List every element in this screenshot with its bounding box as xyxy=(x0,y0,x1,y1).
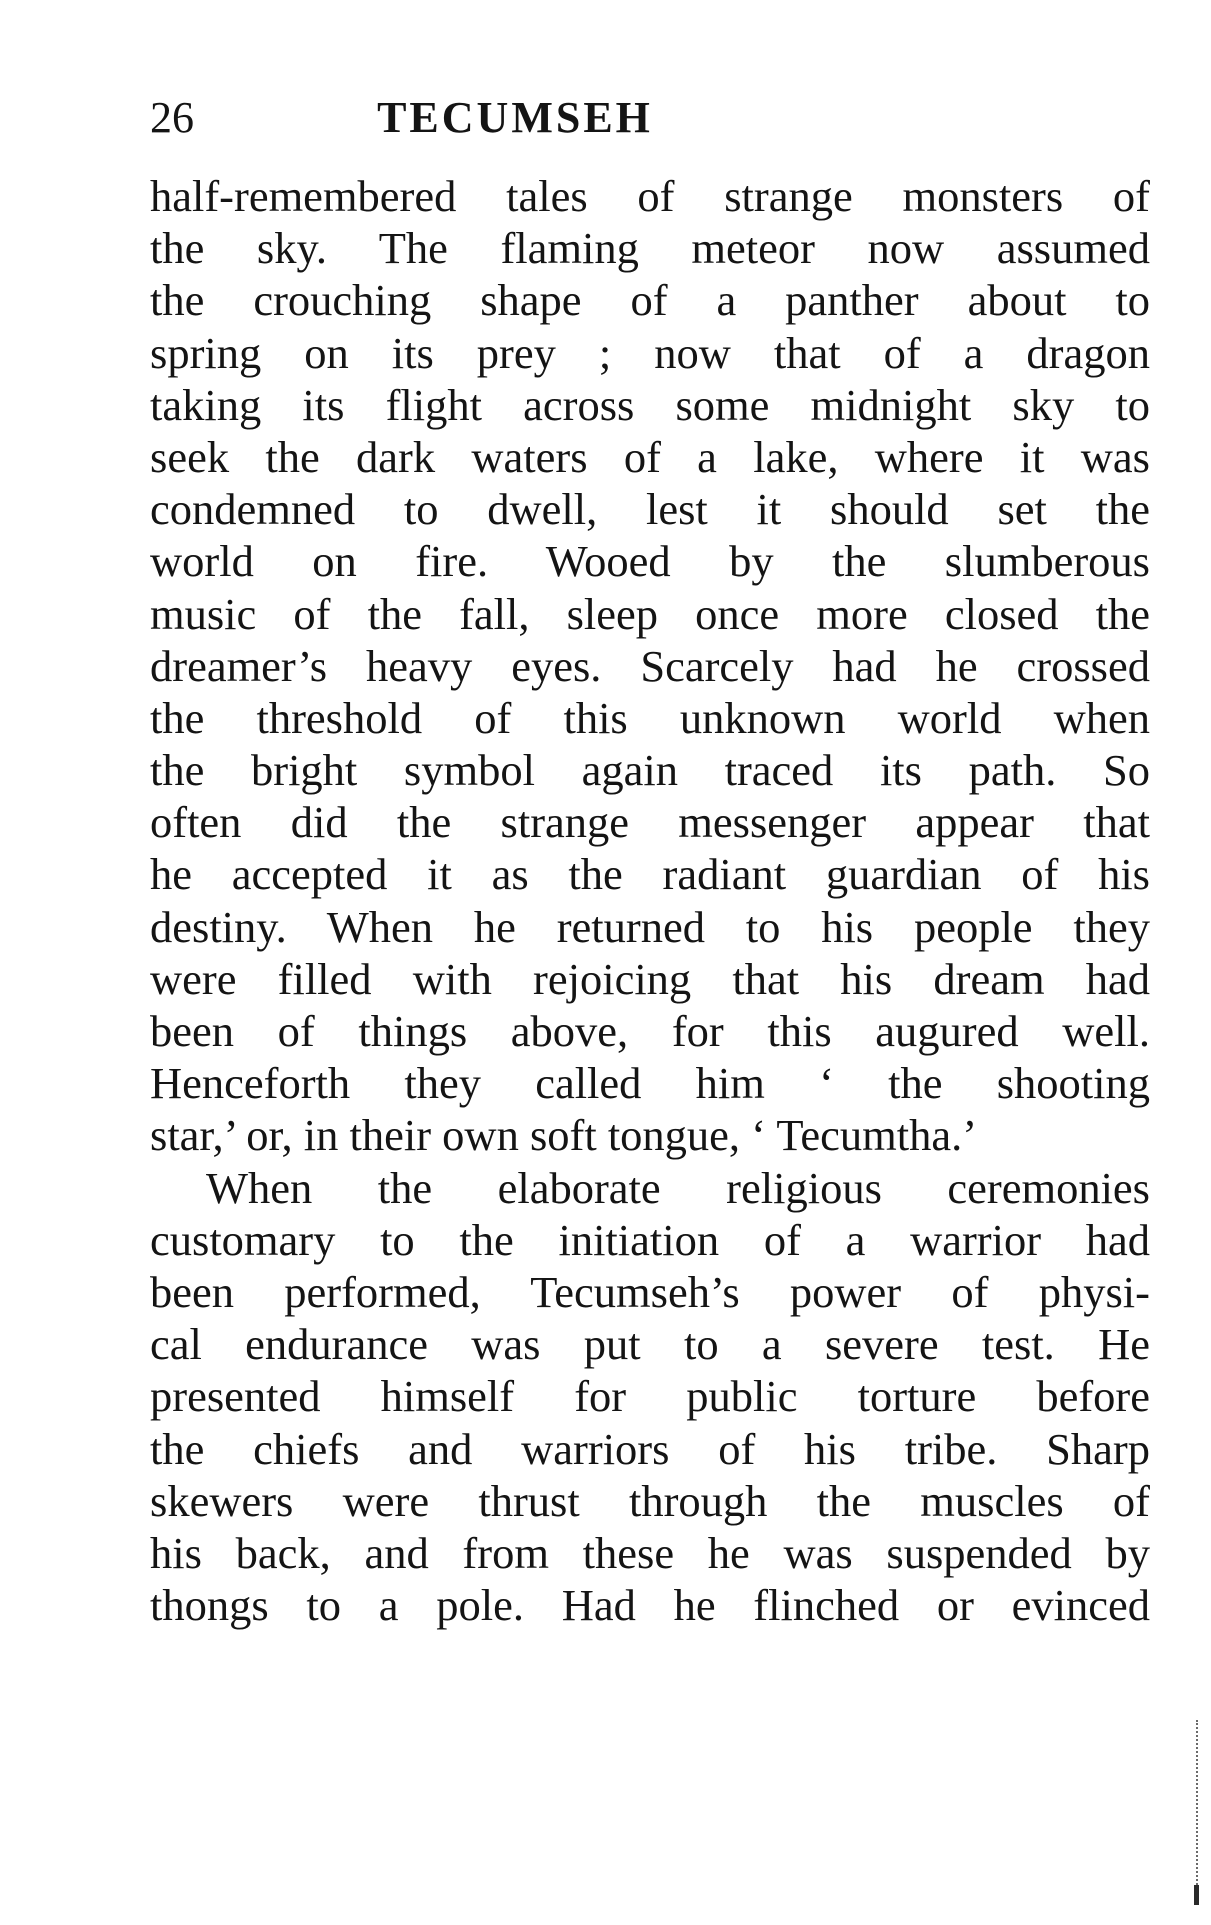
running-title: TECUMSEH xyxy=(377,93,653,142)
text-line: often did the strange messenger appear that xyxy=(150,797,1150,848)
text-line: his back, and from these he was suspended by xyxy=(150,1527,1150,1578)
text-line: music of the fall, sleep once more closed the xyxy=(150,588,1150,639)
text-line: half-remembered tales of strange monsters of xyxy=(150,171,1150,221)
text-line: the threshold of this unknown world when xyxy=(150,692,1150,743)
text-line: seek the dark waters of a lake, where it was xyxy=(150,431,1150,482)
body-text xyxy=(150,170,1150,1631)
paragraph-2 xyxy=(150,1162,1150,1632)
running-head xyxy=(150,88,1150,148)
text-line: were filled with rejoicing that his dream had xyxy=(150,953,1150,1004)
text-line: the crouching shape of a panther about to xyxy=(150,275,1150,326)
text-line: he accepted it as the radiant guardian of his xyxy=(150,849,1150,900)
text-line: skewers were thrust through the muscles of xyxy=(150,1475,1150,1526)
text-line: the bright symbol again traced its path. So xyxy=(150,745,1150,796)
text-line: the chiefs and warriors of his tribe. Sharp xyxy=(150,1423,1150,1474)
text-line: presented himself for public torture before xyxy=(150,1371,1150,1422)
text-line: taking its flight across some midnight sky to xyxy=(150,379,1150,430)
text-line: Henceforth they called him ‘ the shooting xyxy=(150,1058,1150,1109)
scan-edge-mark xyxy=(1194,1885,1199,1905)
text-line: dreamer’s heavy eyes. Scarcely had he crossed xyxy=(150,640,1150,691)
text-line: been performed, Tecumseh’s power of physi- xyxy=(150,1266,1150,1317)
text-line: the sky. The flaming meteor now assumed xyxy=(150,223,1150,274)
text-line: customary to the initiation of a warrior had xyxy=(150,1214,1150,1265)
text-line: star,’ or, in their own soft tongue, ‘ Tecumtha.’ xyxy=(150,1110,978,1161)
text-line: destiny. When he returned to his people they xyxy=(150,901,1150,952)
text-line: cal endurance was put to a severe test. He xyxy=(150,1319,1150,1370)
paragraph-1 xyxy=(150,170,1150,1162)
scan-edge-marks xyxy=(1196,1720,1201,1905)
text-line: been of things above, for this augured well. xyxy=(150,1006,1150,1056)
text-line: condemned to dwell, lest it should set the xyxy=(150,484,1150,535)
text-line: spring on its prey ; now that of a dragon xyxy=(150,327,1150,378)
text-line: thongs to a pole. Had he flinched or evinced xyxy=(150,1580,1150,1631)
text-line: When the elaborate religious ceremonies xyxy=(206,1162,1150,1213)
page-number: 26 xyxy=(150,93,194,142)
text-line: world on fire. Wooed by the slumberous xyxy=(150,536,1150,587)
